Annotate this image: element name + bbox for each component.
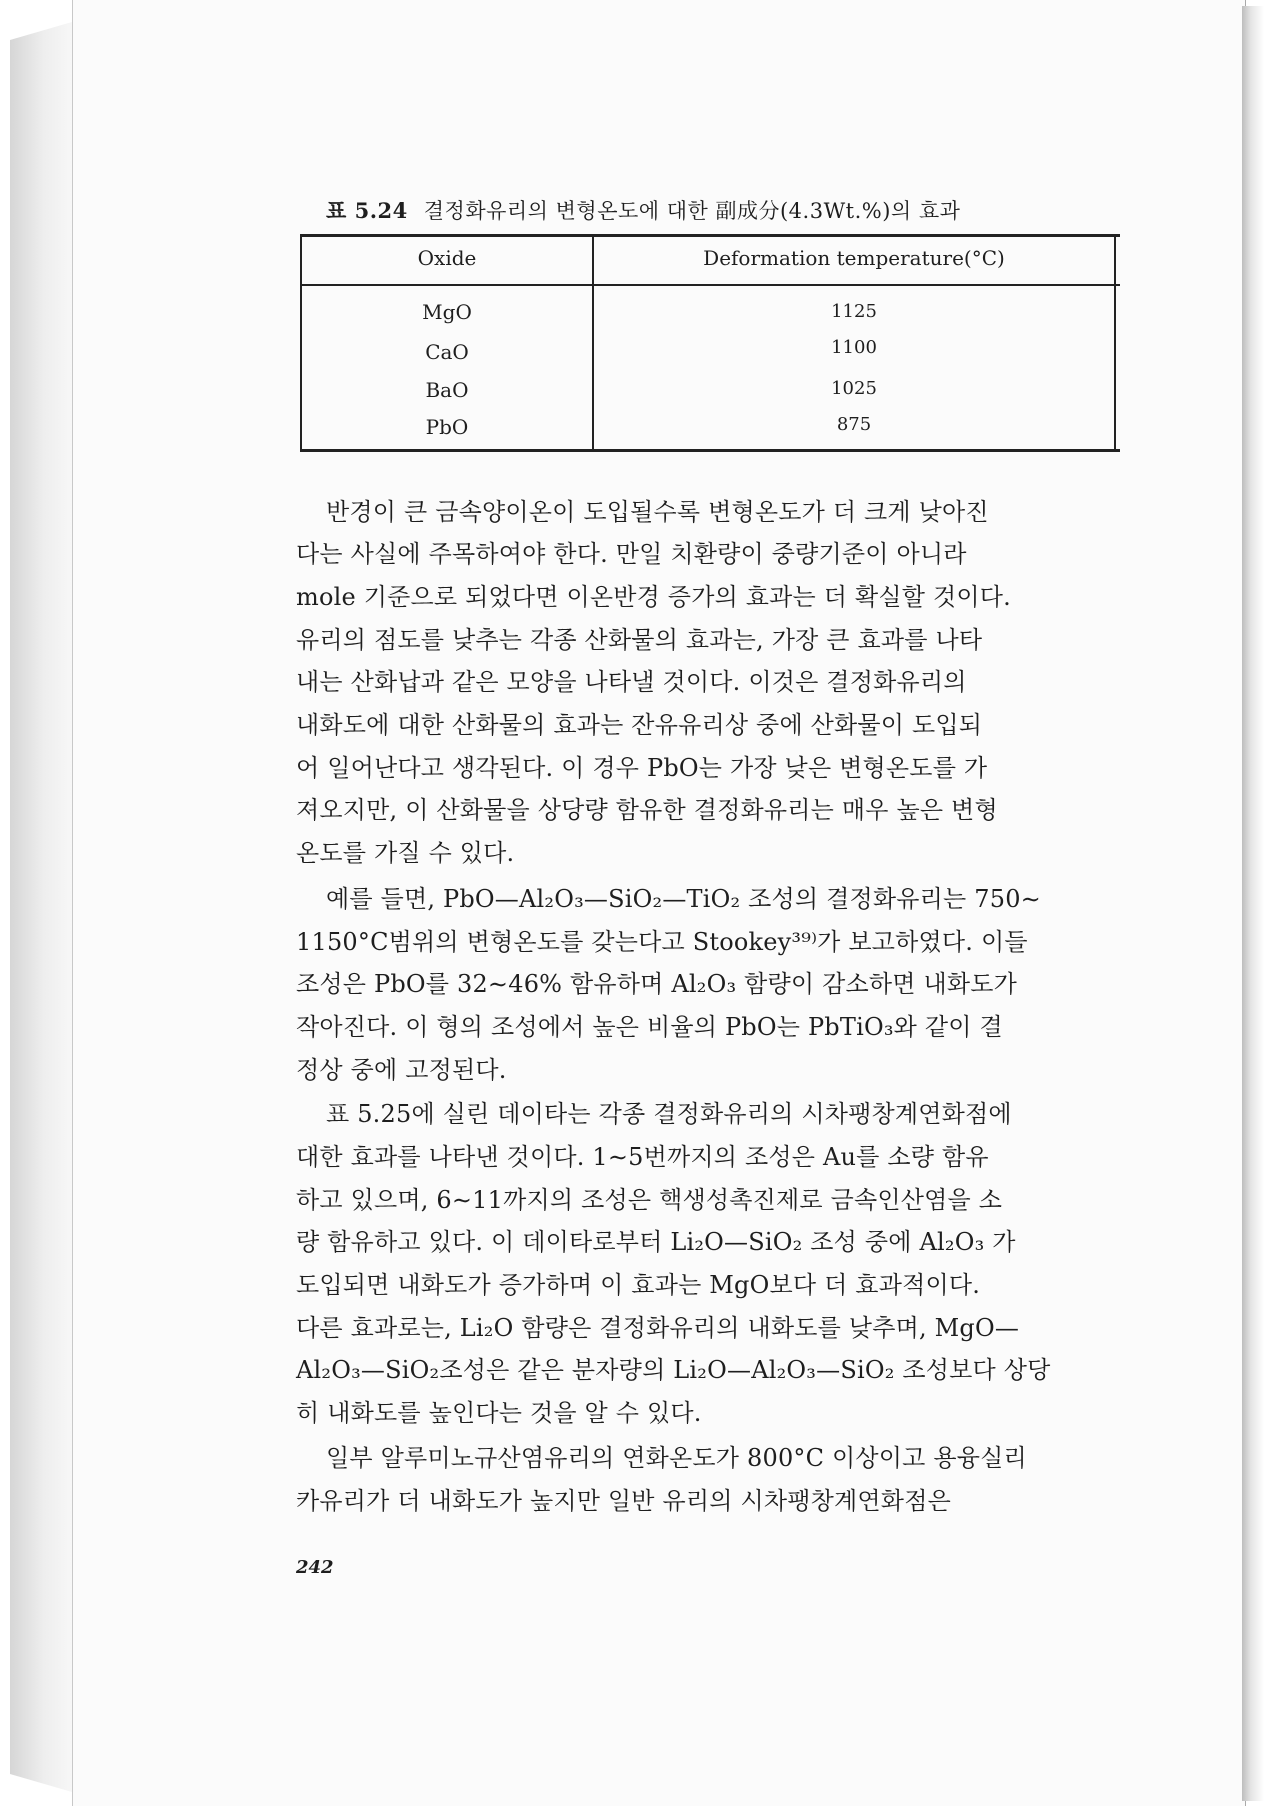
table-cell-oxide: BaO [425,378,469,402]
body-text-line: 온도를 가질 수 있다. [296,839,515,867]
body-text-line: 히 내화도를 높인다는 것을 알 수 있다. [296,1399,702,1427]
table-header-rule [300,284,1120,286]
body-text-line: 표 5.25에 실린 데이타는 각종 결정화유리의 시차팽창계연화점에 [326,1100,1012,1128]
body-text-line: 도입되면 내화도가 증가하며 이 효과는 MgO보다 더 효과적이다. [296,1271,981,1299]
body-text-line: 정상 중에 고정된다. [296,1056,507,1084]
column-header-oxide: Oxide [417,246,477,270]
body-text-line: 예를 들면, PbO—Al₂O₃—SiO₂—TiO₂ 조성의 결정화유리는 750∼ [326,885,1041,913]
body-text-line: 조성은 PbO를 32∼46% 함유하며 Al₂O₃ 함량이 감소하면 내화도가 [296,970,1018,998]
table-cell-temperature: 1025 [831,378,877,399]
body-text-line: 1150°C범위의 변형온도를 갖는다고 Stookey³⁹⁾가 보고하였다. 이들 [296,928,1028,956]
body-text-line: 다른 효과로는, Li₂O 함량은 결정화유리의 내화도를 낮추며, MgO— [296,1314,1020,1342]
table-cell-temperature: 1125 [831,301,877,322]
column-header-deformation-temperature: Deformation temperature(°C) [703,246,1005,270]
body-text-line: 대한 효과를 나타낸 것이다. 1∼5번까지의 조성은 Au를 소량 함유 [296,1143,989,1171]
body-text-line: 다는 사실에 주목하여야 한다. 만일 치환량이 중량기준이 아니라 [296,540,967,568]
table-cell-temperature: 1100 [831,337,877,358]
body-text-line: 반경이 큰 금속양이온이 도입될수록 변형온도가 더 크게 낮아진 [326,498,989,526]
body-text-line: 내화도에 대한 산화물의 효과는 잔유유리상 중에 산화물이 도입되 [296,711,983,739]
table-cell-temperature: 875 [836,414,872,435]
page-number: 242 [296,1557,334,1578]
table-top-rule [300,234,1120,237]
body-text-line: 카유리가 더 내화도가 높지만 일반 유리의 시차팽창계연화점은 [296,1487,951,1515]
table-caption-text: 결정화유리의 변형온도에 대한 副成分(4.3Wt.%)의 효과 [423,199,961,223]
table-cell-oxide: CaO [425,340,469,364]
page-stack-left-edge [10,22,72,1792]
body-text-line: 유리의 점도를 낮추는 각종 산화물의 효과는, 가장 큰 효과를 나타 [296,626,983,654]
body-text-line: 작아진다. 이 형의 조성에서 높은 비율의 PbO는 PbTiO₃와 같이 결 [296,1013,1003,1041]
table-caption [326,195,1066,225]
body-text-line: 어 일어난다고 생각된다. 이 경우 PbO는 가장 낮은 변형온도를 가 [296,754,988,782]
body-text-line: mole 기준으로 되었다면 이온반경 증가의 효과는 더 확실할 것이다. [296,583,1011,611]
page-right-shadow [1242,6,1264,1801]
body-text-line: Al₂O₃—SiO₂조성은 같은 분자량의 Li₂O—Al₂O₃—SiO₂ 조성보다 상당 [296,1356,1051,1384]
body-text-line: 내는 산화납과 같은 모양을 나타낼 것이다. 이것은 결정화유리의 [296,668,967,696]
body-text-line: 량 함유하고 있다. 이 데이타로부터 Li₂O—SiO₂ 조성 중에 Al₂O₃ 가 [296,1228,1016,1256]
table-label: 표 5.24 [326,198,408,223]
body-text-line: 일부 알루미노규산염유리의 연화온도가 800°C 이상이고 용융실리 [326,1444,1027,1472]
table-cell-oxide: PbO [425,415,469,439]
table-right-rule [1114,236,1116,450]
table-bottom-rule [300,449,1120,452]
body-text-line: 하고 있으며, 6∼11까지의 조성은 핵생성촉진제로 금속인산염을 소 [296,1186,1003,1214]
body-text-line: 져오지만, 이 산화물을 상당량 함유한 결정화유리는 매우 높은 변형 [296,796,998,824]
table-cell-oxide: MgO [422,300,472,324]
